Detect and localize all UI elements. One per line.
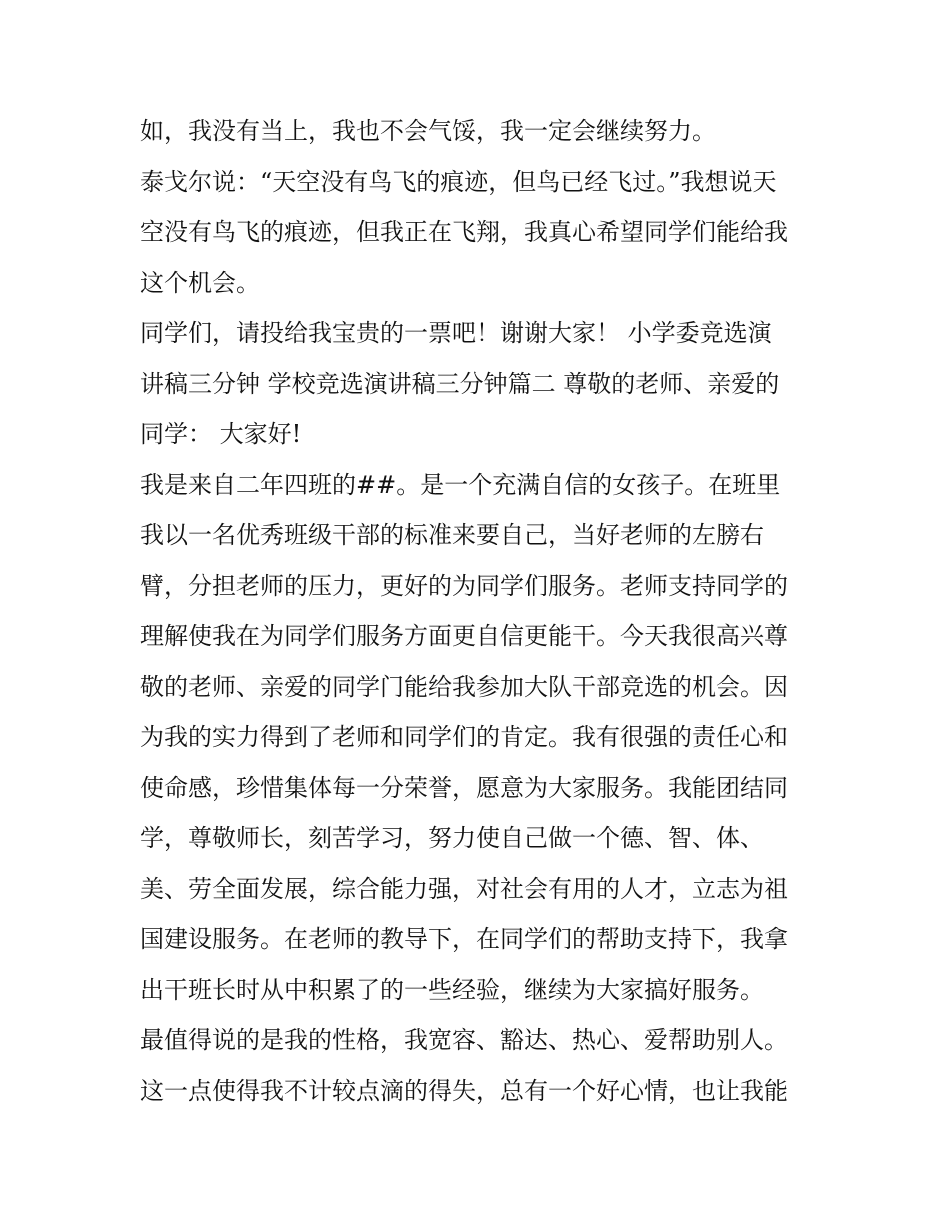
text-line: 这个机会。 [140,268,260,297]
text-line: 臂，分担老师的压力，更好的为同学们服务。老师支持同学的 [140,571,788,600]
text-line: 敬的老师、亲爱的同学门能给我参加大队干部竞选的机会。因 [140,672,788,701]
text-line: 我是来自二年四班的##。是一个充满自信的女孩子。在班里 [140,470,781,499]
text-line: 空没有鸟飞的痕迹，但我正在飞翔，我真心希望同学们能给我 [140,218,788,246]
text-line: 同学们，请投给我宝贵的一票吧！谢谢大家！ 小学委竞选演 [140,319,772,347]
text-line: 我以一名优秀班级干部的标准来要自己，当好老师的左膀右 [140,521,764,549]
text-line: 讲稿三分钟 学校竞选演讲稿三分钟篇二 尊敬的老师、亲爱的 [140,369,780,398]
text-line: 美、劳全面发展，综合能力强，对社会有用的人才，立志为祖 [140,874,788,903]
text-line: 同学： 大家好! [140,420,302,448]
text-line: 为我的实力得到了老师和同学们的肯定。我有很强的责任心和 [140,723,788,751]
text-line: 最值得说的是我的性格，我宽容、豁达、热心、爱帮助别人。 [140,1026,788,1054]
text-line: 这一点使得我不计较点滴的得失，总有一个好心情，也让我能 [140,1076,788,1105]
document-body [140,106,830,1116]
text-line: 如，我没有当上，我也不会气馁，我一定会继续努力。 [140,117,716,145]
text-line: 泰戈尔说：“天空没有鸟飞的痕迹，但鸟已经飞过。”我想说天 [140,167,777,196]
text-line: 使命感，珍惜集体每一分荣誉，愿意为大家服务。我能团结同 [140,773,788,802]
text-line: 学，尊敬师长，刻苦学习，努力使自己做一个德、智、体、 [140,824,764,852]
text-line: 理解使我在为同学们服务方面更自信更能干。今天我很高兴尊 [140,622,788,650]
text-line: 国建设服务。在老师的教导下，在同学们的帮助支持下，我拿 [140,925,788,953]
text-line: 出干班长时从中积累了的一些经验，继续为大家搞好服务。 [140,975,764,1004]
